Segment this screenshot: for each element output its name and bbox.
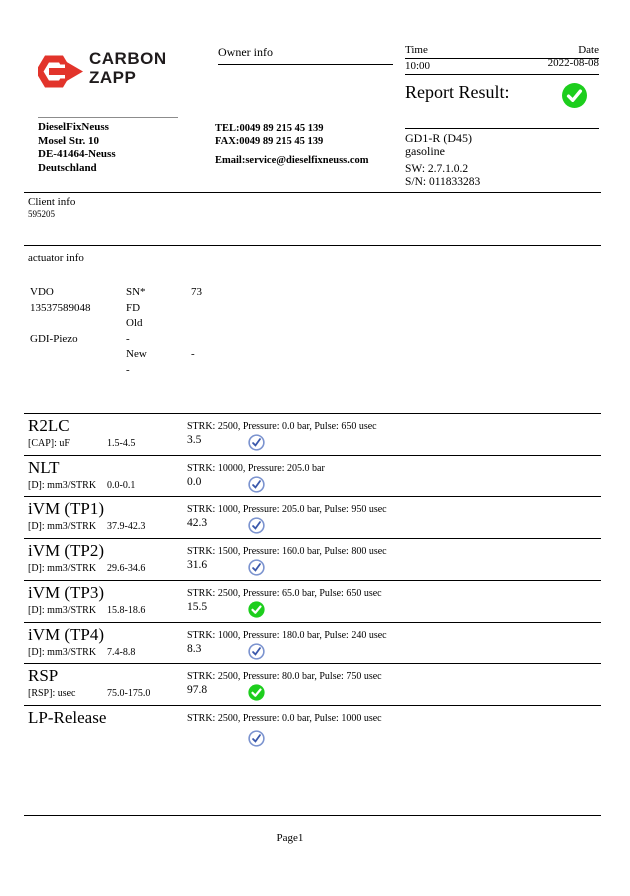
actuator-table [30, 286, 310, 382]
report-result [405, 82, 599, 110]
test-name: iVM (TP3) [28, 582, 105, 602]
test-section [24, 622, 601, 665]
owner-country: Deutschland [38, 161, 97, 174]
actuator-row [30, 302, 310, 318]
owner-address [38, 121, 116, 175]
test-range: 0.0-0.1 [107, 479, 136, 491]
owner-contact [215, 122, 369, 167]
device-fuel: gasoline [405, 144, 445, 158]
test-name: iVM (TP4) [28, 624, 105, 644]
actuator-cell: 73 [191, 286, 202, 298]
time-date-values [405, 57, 599, 75]
test-range: 15.8-18.6 [107, 604, 146, 616]
blue-check-icon [248, 476, 265, 493]
blue-check-icon [248, 559, 265, 576]
test-parameters: STRK: 2500, Pressure: 0.0 bar, Pulse: 650 usec [187, 421, 377, 432]
address-divider [38, 117, 178, 118]
brand-line1: CARBON [89, 49, 167, 68]
owner-info-heading: Owner info [218, 45, 393, 65]
test-range: 1.5-4.5 [107, 438, 136, 449]
test-parameters: STRK: 2500, Pressure: 80.0 bar, Pulse: 750 usec [187, 671, 382, 683]
device-serial: S/N: 011833283 [405, 175, 481, 188]
green-check-icon [248, 684, 265, 701]
owner-name: DieselFixNeuss [38, 121, 109, 133]
test-parameters: STRK: 1000, Pressure: 180.0 bar, Pulse: 240 usec [187, 629, 387, 641]
tests-list [24, 413, 601, 760]
test-value: 3.5 [187, 434, 202, 446]
owner-fax: FAX:0049 89 215 45 139 [215, 136, 324, 147]
test-name: iVM (TP2) [28, 541, 105, 561]
test-unit-label: [D]: mm3/STRK [28, 563, 97, 575]
date-value: 2022-08-08 [547, 57, 599, 69]
test-unit-label: [D]: mm3/STRK [28, 521, 97, 533]
actuator-cell: - [191, 348, 195, 360]
owner-city: DE-41464-Neuss [38, 148, 116, 160]
test-range: 29.6-34.6 [107, 563, 146, 575]
test-parameters: STRK: 10000, Pressure: 205.0 bar [187, 462, 325, 474]
test-unit-label: [RSP]: usec [28, 688, 76, 700]
report-result-label: Report Result: [405, 82, 510, 102]
test-parameters: STRK: 1000, Pressure: 205.0 bar, Pulse: 950 usec [187, 504, 387, 516]
test-name: RSP [28, 666, 59, 686]
client-info-heading: Client info [28, 196, 76, 208]
test-range: 7.4-8.8 [107, 646, 136, 658]
test-range: 75.0-175.0 [107, 688, 151, 700]
test-unit-label: [D]: mm3/STRK [28, 604, 97, 616]
device-model: GD1-R (D45) [405, 131, 472, 145]
actuator-cell: VDO [30, 286, 54, 298]
blue-check-icon [248, 434, 265, 451]
actuator-row [30, 364, 310, 380]
blue-check-icon [248, 730, 265, 747]
time-value: 10:00 [405, 60, 431, 72]
test-name: R2LC [28, 416, 70, 435]
owner-street: Mosel Str. 10 [38, 134, 100, 147]
test-value: 31.6 [187, 559, 208, 572]
test-value: 97.8 [187, 684, 208, 697]
carbonzapp-wordmark [89, 49, 167, 87]
owner-tel: TEL:0049 89 215 45 139 [215, 123, 324, 134]
device-info [405, 132, 480, 188]
device-divider [405, 128, 599, 129]
test-unit-label: [CAP]: uF [28, 438, 70, 449]
test-value: 42.3 [187, 517, 208, 530]
test-parameters: STRK: 2500, Pressure: 65.0 bar, Pulse: 650 usec [187, 587, 382, 599]
actuator-cell: 13537589048 [30, 301, 91, 314]
test-unit-label: [D]: mm3/STRK [28, 646, 97, 658]
test-value: 15.5 [187, 600, 208, 613]
test-parameters: STRK: 2500, Pressure: 0.0 bar, Pulse: 1000 usec [187, 712, 382, 724]
actuator-cell: - [126, 363, 130, 376]
green-check-icon [248, 601, 265, 618]
brand-line2: ZAPP [89, 68, 137, 87]
date-label: Date [578, 44, 599, 56]
test-name: NLT [28, 457, 60, 477]
carbonzapp-logo-icon [38, 55, 85, 88]
header-divider [24, 192, 601, 193]
test-name: LP-Release [28, 707, 107, 727]
test-unit-label: [D]: mm3/STRK [28, 479, 97, 491]
test-section [24, 705, 601, 748]
page-number: Page1 [276, 832, 304, 844]
actuator-row [30, 348, 310, 364]
actuator-cell: Old [126, 317, 143, 329]
actuator-cell: FD [126, 301, 141, 314]
actuator-cell: - [126, 332, 130, 345]
footer-divider [24, 815, 601, 816]
client-id: 595205 [28, 209, 55, 219]
device-software: SW: 2.7.1.0.2 [405, 163, 469, 175]
blue-check-icon [248, 643, 265, 660]
actuator-cell: SN* [126, 286, 146, 298]
test-section [24, 663, 601, 706]
actuator-row [30, 317, 310, 333]
test-name: iVM (TP1) [28, 499, 105, 519]
test-section [24, 496, 601, 539]
test-value: 0.0 [187, 475, 202, 488]
blue-check-icon [248, 517, 265, 534]
time-label: Time [405, 44, 428, 56]
actuator-row [30, 333, 310, 349]
owner-email: Email:service@dieselfixneuss.com [215, 155, 369, 166]
green-check-icon [562, 83, 587, 108]
test-value: 8.3 [187, 642, 202, 655]
actuator-info-heading: actuator info [28, 252, 84, 264]
actuator-row [30, 286, 310, 302]
actuator-cell: GDI-Piezo [30, 332, 78, 345]
client-divider [24, 245, 601, 246]
test-section [24, 538, 601, 581]
test-parameters: STRK: 1500, Pressure: 160.0 bar, Pulse: 800 usec [187, 546, 387, 558]
test-section [24, 455, 601, 498]
test-range: 37.9-42.3 [107, 521, 146, 533]
test-section [24, 413, 601, 456]
actuator-cell: New [126, 348, 147, 360]
test-section [24, 580, 601, 623]
